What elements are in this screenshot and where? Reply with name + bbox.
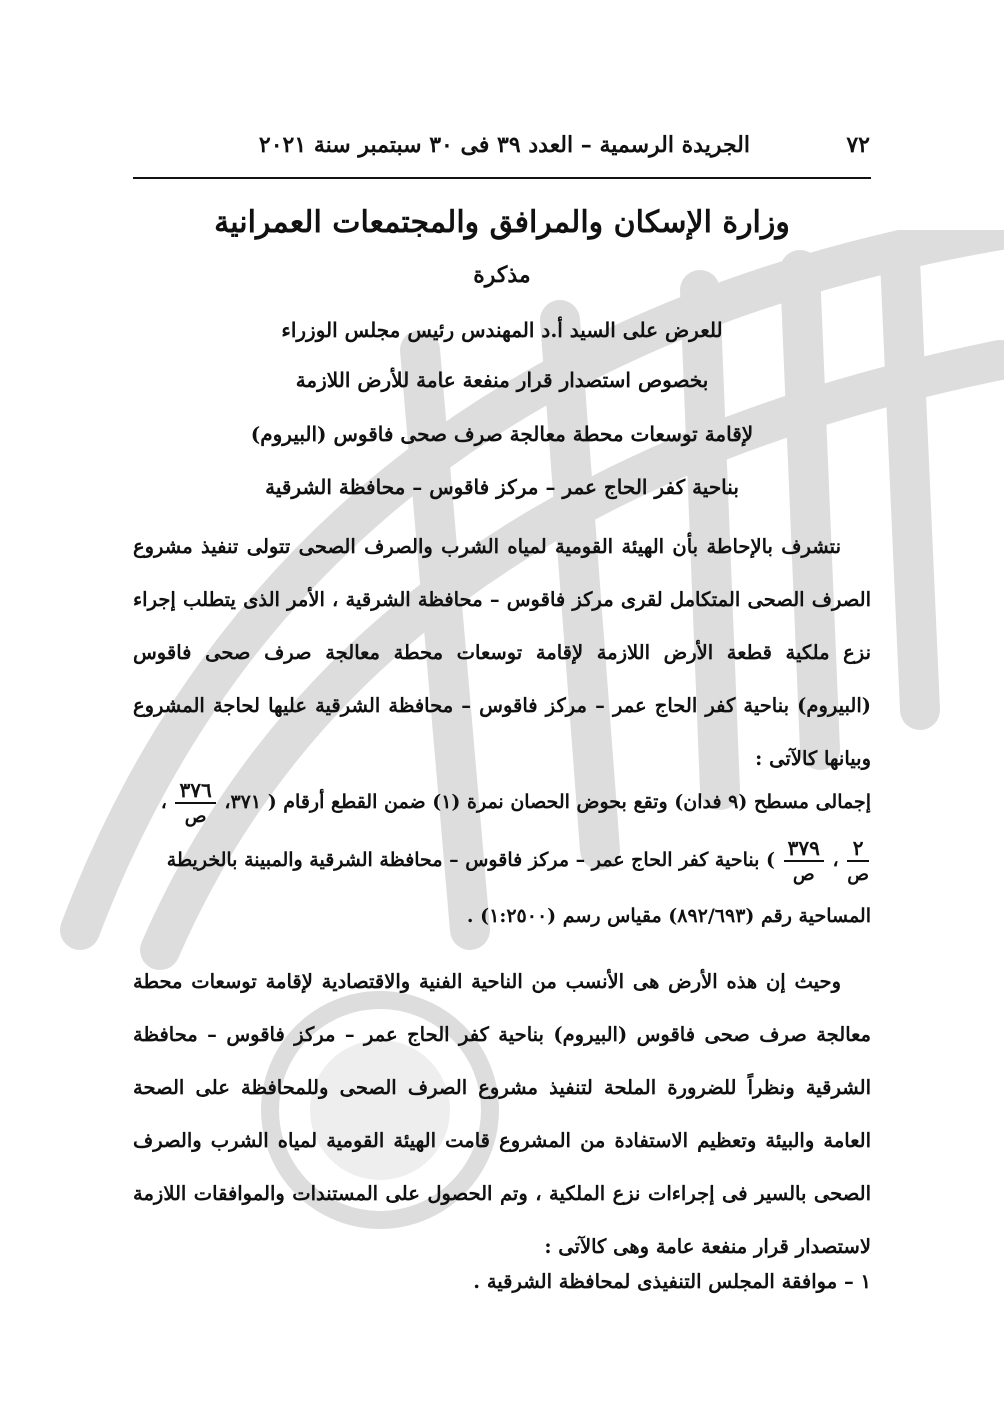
paragraph-justification: وحيث إن هذه الأرض هى الأنسب من الناحية الفنية والاقتصادية لإقامة توسعات محطة معالجة صرف صحى فاقوس (البيروم) بناحية كفر الحاج عمر – مركز فاقوس – محافظة الشرقية ونظراً للضرورة الملحة لتنفيذ مشروع الصرف الصحى وللمحافظة على الصحة العامة والبيئة وتعظيم الاستفادة من المشروع قامت الهيئة القومية لمياه الشرب والصرف الصحى بالسير فى إجراءات نزع الملكية ، وتم الحصول على المستندات والموافقات اللازمة لاستصدار قرار منفعة عامة وهى كالآتى : [133, 970, 871, 1258]
page-number: ٧٢ [846, 132, 870, 158]
fraction-separator: ، [825, 849, 839, 871]
fraction-denominator: ص [847, 864, 869, 885]
journal-issue-line: الجريدة الرسمية – العدد ٣٩ فى ٣٠ سبتمبر سنة ٢٠٢١ [258, 132, 750, 158]
area-text-comma: ، [160, 791, 167, 813]
fraction-numerator: ٣٧٦ [175, 780, 215, 804]
area-line-3: المساحية رقم (٨٩٢/٦٩٣) مقياس رسم (١:٢٥٠٠) . [466, 905, 871, 927]
area-line-1 [133, 780, 871, 826]
subject-line-3: بناحية كفر الحاج عمر – مركز فاقوس – محافظة الشرقية [265, 475, 739, 499]
memo-title: مذكرة [473, 262, 531, 288]
fraction-denominator: ص [184, 806, 207, 827]
subject-line-2: لإقامة توسعات محطة معالجة صرف صحى فاقوس (البيروم) [250, 422, 754, 446]
area-text-2: ) بناحية كفر الحاج عمر – مركز فاقوس – محافظة الشرقية والمبينة بالخريطة [166, 849, 775, 871]
fraction-numerator: ٣٧٩ [784, 838, 824, 862]
parcel-fraction-2 [847, 838, 869, 884]
gazette-header [135, 128, 870, 168]
area-text-1: إجمالى مسطح (٩ فدان) وتقع بحوض الحصان نمرة (١) ضمن القطع أرقام ( ٣٧١، [217, 791, 871, 813]
fraction-numerator: ٢ [847, 838, 869, 862]
area-line-2 [133, 838, 871, 884]
ministry-title: وزارة الإسكان والمرافق والمجتمعات العمرانية [214, 205, 790, 240]
list-item: ١ – موافقة المجلس التنفيذى لمحافظة الشرقية . [473, 1270, 871, 1293]
paragraph-intro: نتشرف بالإحاطة بأن الهيئة القومية لمياه الشرب والصرف الصحى تتولى تنفيذ مشروع الصرف الصحى المتكامل لقرى مركز فاقوس – محافظة الشرقية ، الأمر الذى يتطلب إجراء نزع ملكية قطعة الأرض اللازمة لإقامة توسعات محطة معالجة صرف صحى فاقوس (البيروم) بناحية كفر الحاج عمر – مركز فاقوس – محافظة الشرقية عليها لحاجة المشروع وبيانها كالآتى : [133, 535, 871, 770]
header-rule [133, 177, 871, 179]
parcel-fraction-379 [784, 838, 824, 884]
parcel-fraction-376 [175, 780, 215, 826]
addressee-line: للعرض على السيد أ.د المهندس رئيس مجلس الوزراء [281, 318, 723, 342]
fraction-denominator: ص [792, 864, 815, 885]
subject-line-1: بخصوص استصدار قرار منفعة عامة للأرض اللازمة [295, 368, 709, 392]
